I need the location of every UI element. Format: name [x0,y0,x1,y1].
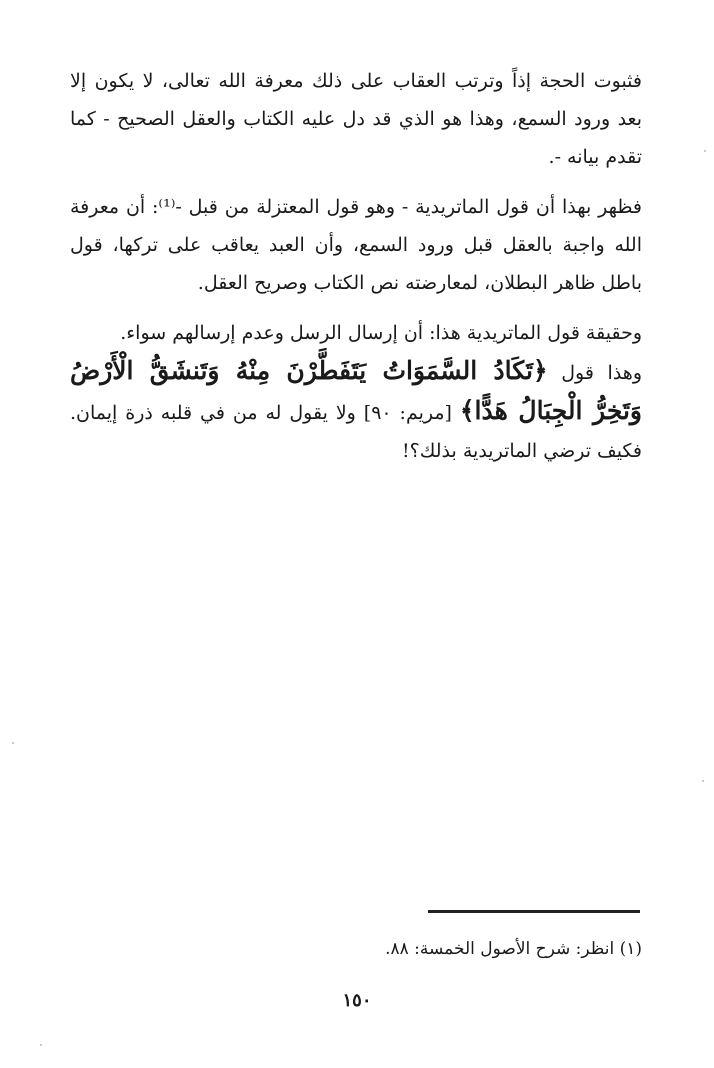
paragraph-4 [70,352,642,470]
page-number: ١٥٠ [342,990,372,1011]
scan-speck [702,780,704,782]
verse-rest-text: [مريم: ٩٠] ولا يقول له من في قلبه ذرة إيمان. فكيف ترضي الماتريدية بذلك؟! [70,402,642,462]
verse-lead-text: وهذا قول [547,362,642,384]
footnote: (١) انظر: شرح الأصول الخمسة: ٨٨. [385,939,642,959]
paragraph-1: فثبوت الحجة إذاً وترتب العقاب على ذلك معرفة الله تعالى، لا يكون إلا بعد ورود السمع، وهذا هو الذي قد دل عليه الكتاب والعقل الصحيح - كما تقدم بيانه -. [70,70,642,168]
scan-speck [704,150,706,152]
paragraph-2: فظهر بهذا أن قول الماتريدية - وهو قول المعتزلة من قبل -⁽¹⁾: أن معرفة الله واجبة بالعقل قبل ورود السمع، وأن العبد يعاقب على تركها، قول باطل ظاهر البطلان، لمعارضته نص الكتاب وصريح العقل. [70,196,642,294]
footnote-divider [428,910,640,913]
scan-speck [12,742,14,744]
scan-speck [40,1044,42,1046]
quran-verse: ﴿تَكَادُ السَّمَوَاتُ يَتَفَطَّرْنَ مِنْهُ وَتَنشَقُّ الْأَرْضُ وَتَخِرُّ الْجِبَالُ هَدًّا﴾ [70,356,642,425]
paragraph-3: وحقيقة قول الماتريدية هذا: أن إرسال الرسل وعدم إرسالهم سواء. [120,322,642,344]
main-text [70,62,642,482]
